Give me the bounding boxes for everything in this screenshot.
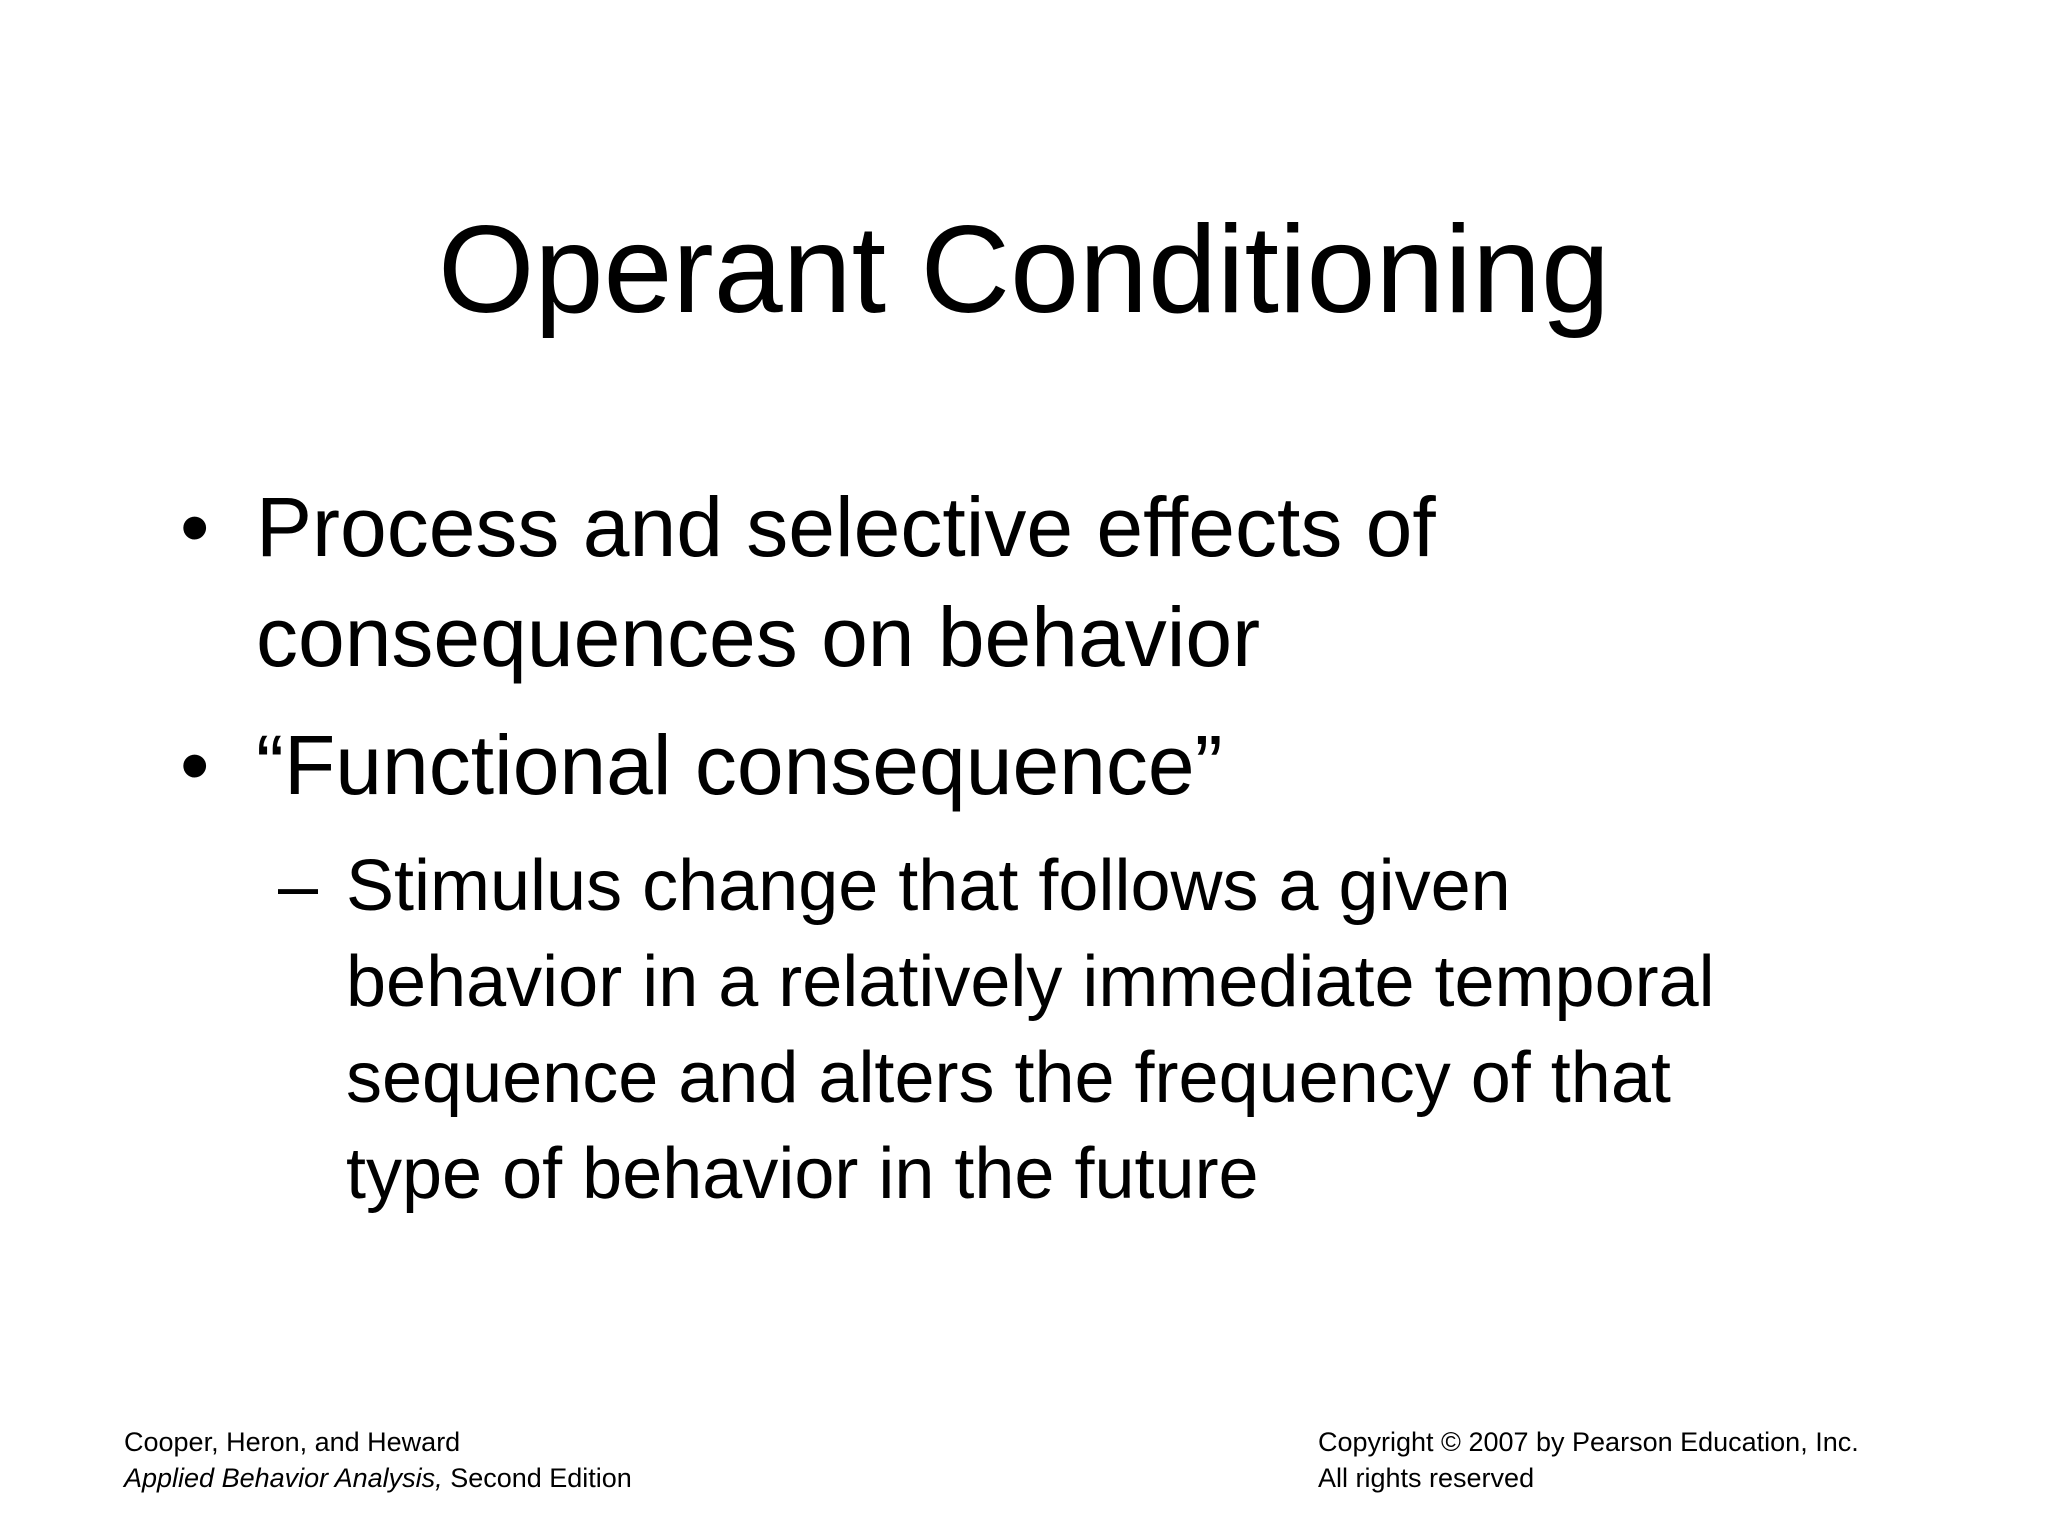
footer-book-line [124,1460,632,1496]
bullet-item [180,472,1436,692]
footer-book-title: Applied Behavior Analysis, [124,1463,443,1493]
rights-notice: All rights reserved [1318,1463,1535,1493]
bullet-marker: • [180,718,210,812]
copyright-notice: Copyright © 2007 by Pearson Education, Inc. [1318,1427,1859,1457]
bullet-marker: • [180,480,210,574]
footer-edition: Second Edition [442,1463,632,1493]
footer-copyright [1318,1424,1859,1496]
sub-bullet-marker: – [278,846,319,926]
bullet-text: Process and selective effects of consequences on behavior [256,480,1436,684]
bullet-item [180,710,1223,820]
footer-authors: Cooper, Heron, and Heward [124,1427,461,1457]
bullet-text: “Functional consequence” [256,718,1223,812]
sub-bullet-item [278,838,1715,1222]
footer-citation [124,1424,632,1496]
slide-title: Operant Conditioning [438,201,1610,339]
sub-bullet-text: Stimulus change that follows a given behavior in a relatively immediate temporal sequence and alters the frequency of that type of behavior in the future [346,846,1715,1214]
